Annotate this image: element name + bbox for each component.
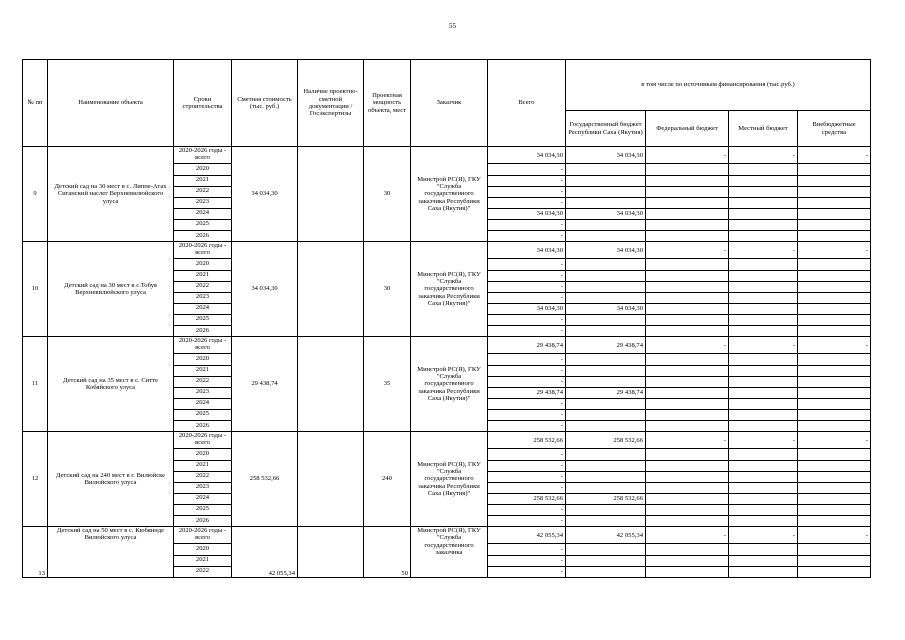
extrabudget-cell xyxy=(798,555,871,566)
state-budget-cell xyxy=(566,460,646,471)
period-cell: 2020-2026 годы - всего xyxy=(174,242,232,259)
header-num: № пп xyxy=(23,60,48,147)
extrabudget-cell xyxy=(798,270,871,281)
state-budget-cell xyxy=(566,175,646,186)
local-budget-cell xyxy=(729,314,798,325)
federal-budget-cell xyxy=(646,197,729,208)
federal-budget-cell xyxy=(646,566,729,577)
total-cell: - xyxy=(488,186,566,197)
state-budget-cell xyxy=(566,409,646,420)
federal-budget-cell xyxy=(646,515,729,526)
object-name: Детский сад на 35 мест в с. Ситте Кобяйского улуса xyxy=(48,337,174,432)
period-cell: 2020-2026 годы - всего xyxy=(174,432,232,449)
period-cell: 2020 xyxy=(174,354,232,365)
total-cell: 258 532,66 xyxy=(488,432,566,449)
total-cell: - xyxy=(488,325,566,336)
period-cell: 2022 xyxy=(174,471,232,482)
customer-cell: Минстрой РС(Я), ГКУ "Служба государственного заказчика Республики Саха (Якутия)" xyxy=(411,337,488,432)
extrabudget-cell xyxy=(798,197,871,208)
total-cell: 34 034,30 xyxy=(488,208,566,219)
total-cell: - xyxy=(488,164,566,175)
state-budget-cell xyxy=(566,515,646,526)
period-cell: 2025 xyxy=(174,409,232,420)
header-local-budget: Местный бюджет xyxy=(729,111,798,147)
period-cell: 2023 xyxy=(174,387,232,398)
local-budget-cell: - xyxy=(729,242,798,259)
design-docs-cell xyxy=(298,337,364,432)
total-cell: - xyxy=(488,449,566,460)
period-cell: 2023 xyxy=(174,482,232,493)
federal-budget-cell xyxy=(646,303,729,314)
federal-budget-cell xyxy=(646,555,729,566)
extrabudget-cell xyxy=(798,544,871,555)
period-cell: 2020-2026 годы - всего xyxy=(174,147,232,164)
total-cell: - xyxy=(488,460,566,471)
state-budget-cell: 29 438,74 xyxy=(566,337,646,354)
extrabudget-cell xyxy=(798,164,871,175)
local-budget-cell: - xyxy=(729,527,798,544)
header-design-docs: Наличие проектно-сметной документации /Госэкспертизы xyxy=(298,60,364,147)
period-cell: 2024 xyxy=(174,398,232,409)
total-cell: - xyxy=(488,175,566,186)
federal-budget-cell xyxy=(646,387,729,398)
total-cell: 29 438,74 xyxy=(488,387,566,398)
local-budget-cell xyxy=(729,376,798,387)
page-number: 55 xyxy=(449,22,456,30)
table-row xyxy=(23,147,871,164)
construction-objects-table xyxy=(22,59,871,578)
extrabudget-cell xyxy=(798,303,871,314)
federal-budget-cell xyxy=(646,270,729,281)
federal-budget-cell xyxy=(646,471,729,482)
state-budget-cell xyxy=(566,544,646,555)
local-budget-cell: - xyxy=(729,147,798,164)
header-capacity: Проектная мощность объекта, мест xyxy=(364,60,411,147)
period-cell: 2020-2026 годы - всего xyxy=(174,527,232,544)
state-budget-cell: 34 034,30 xyxy=(566,147,646,164)
federal-budget-cell xyxy=(646,420,729,431)
period-cell: 2020-2026 годы - всего xyxy=(174,337,232,354)
total-cell: - xyxy=(488,354,566,365)
object-name: Детский сад на 30 мест в с. Липпе-Атах Сиганский наслег Верхневилюйского улуса xyxy=(48,147,174,242)
table-row xyxy=(23,242,871,259)
design-docs-cell xyxy=(298,147,364,242)
period-cell: 2026 xyxy=(174,325,232,336)
state-budget-cell xyxy=(566,314,646,325)
period-cell: 2025 xyxy=(174,504,232,515)
federal-budget-cell xyxy=(646,460,729,471)
federal-budget-cell: - xyxy=(646,527,729,544)
extrabudget-cell xyxy=(798,208,871,219)
estimated-cost: 34 034,30 xyxy=(232,242,298,337)
federal-budget-cell xyxy=(646,230,729,241)
extrabudget-cell xyxy=(798,409,871,420)
federal-budget-cell xyxy=(646,493,729,504)
total-cell: 42 055,34 xyxy=(488,527,566,544)
total-cell: - xyxy=(488,314,566,325)
local-budget-cell xyxy=(729,219,798,230)
local-budget-cell xyxy=(729,303,798,314)
federal-budget-cell xyxy=(646,398,729,409)
extrabudget-cell xyxy=(798,175,871,186)
capacity-cell: 30 xyxy=(364,242,411,337)
object-name: Детский сад на 50 мест в с. Кюбяинде Вилюйского улуса xyxy=(48,527,174,578)
extrabudget-cell xyxy=(798,365,871,376)
local-budget-cell xyxy=(729,164,798,175)
period-cell: 2020 xyxy=(174,164,232,175)
total-cell: - xyxy=(488,281,566,292)
period-cell: 2020 xyxy=(174,259,232,270)
local-budget-cell xyxy=(729,292,798,303)
period-cell: 2026 xyxy=(174,420,232,431)
header-cost: Сметная стоимость (тыс. руб.) xyxy=(232,60,298,147)
design-docs-cell xyxy=(298,242,364,337)
total-cell: - xyxy=(488,566,566,577)
total-cell: - xyxy=(488,270,566,281)
extrabudget-cell xyxy=(798,376,871,387)
extrabudget-cell xyxy=(798,325,871,336)
total-cell: - xyxy=(488,482,566,493)
total-cell: - xyxy=(488,259,566,270)
total-cell: - xyxy=(488,219,566,230)
total-cell: - xyxy=(488,544,566,555)
period-cell: 2024 xyxy=(174,208,232,219)
extrabudget-cell xyxy=(798,354,871,365)
state-budget-cell xyxy=(566,376,646,387)
estimated-cost: 29 438,74 xyxy=(232,337,298,432)
period-cell: 2022 xyxy=(174,186,232,197)
local-budget-cell xyxy=(729,471,798,482)
extrabudget-cell xyxy=(798,219,871,230)
federal-budget-cell xyxy=(646,409,729,420)
extrabudget-cell xyxy=(798,186,871,197)
extrabudget-cell xyxy=(798,515,871,526)
local-budget-cell xyxy=(729,515,798,526)
extrabudget-cell xyxy=(798,230,871,241)
period-cell: 2024 xyxy=(174,493,232,504)
extrabudget-cell xyxy=(798,420,871,431)
total-cell: - xyxy=(488,398,566,409)
extrabudget-cell xyxy=(798,493,871,504)
state-budget-cell xyxy=(566,420,646,431)
table-body xyxy=(23,147,871,578)
period-cell: 2025 xyxy=(174,219,232,230)
local-budget-cell: - xyxy=(729,337,798,354)
local-budget-cell xyxy=(729,259,798,270)
object-number: 13 xyxy=(23,527,48,578)
extrabudget-cell xyxy=(798,398,871,409)
header-federal-budget: Федеральный бюджет xyxy=(646,111,729,147)
federal-budget-cell xyxy=(646,314,729,325)
local-budget-cell xyxy=(729,566,798,577)
local-budget-cell xyxy=(729,175,798,186)
header-name: Наименование объекта xyxy=(48,60,174,147)
header-extrabudget: Внебюджетные средства xyxy=(798,111,871,147)
federal-budget-cell xyxy=(646,208,729,219)
federal-budget-cell xyxy=(646,164,729,175)
total-cell: - xyxy=(488,365,566,376)
extrabudget-cell xyxy=(798,314,871,325)
object-number: 11 xyxy=(23,337,48,432)
period-cell: 2021 xyxy=(174,555,232,566)
federal-budget-cell xyxy=(646,175,729,186)
state-budget-cell: 34 034,30 xyxy=(566,242,646,259)
total-cell: - xyxy=(488,409,566,420)
object-number: 12 xyxy=(23,432,48,527)
local-budget-cell xyxy=(729,504,798,515)
local-budget-cell xyxy=(729,420,798,431)
state-budget-cell xyxy=(566,292,646,303)
federal-budget-cell xyxy=(646,292,729,303)
capacity-cell: 50 xyxy=(364,527,411,578)
state-budget-cell xyxy=(566,449,646,460)
total-cell: - xyxy=(488,292,566,303)
capacity-cell: 35 xyxy=(364,337,411,432)
customer-cell: Минстрой РС(Я), ГКУ "Служба государственного заказчика xyxy=(411,527,488,578)
extrabudget-cell xyxy=(798,281,871,292)
total-cell: 34 034,30 xyxy=(488,147,566,164)
total-cell: - xyxy=(488,420,566,431)
extrabudget-cell xyxy=(798,471,871,482)
local-budget-cell xyxy=(729,354,798,365)
state-budget-cell xyxy=(566,398,646,409)
extrabudget-cell xyxy=(798,482,871,493)
state-budget-cell xyxy=(566,354,646,365)
local-budget-cell xyxy=(729,482,798,493)
estimated-cost: 258 532,66 xyxy=(232,432,298,527)
extrabudget-cell xyxy=(798,292,871,303)
state-budget-cell xyxy=(566,471,646,482)
period-cell: 2023 xyxy=(174,292,232,303)
local-budget-cell xyxy=(729,325,798,336)
extrabudget-cell: - xyxy=(798,337,871,354)
federal-budget-cell xyxy=(646,354,729,365)
design-docs-cell xyxy=(298,432,364,527)
federal-budget-cell xyxy=(646,259,729,270)
state-budget-cell: 34 034,30 xyxy=(566,208,646,219)
local-budget-cell: - xyxy=(729,432,798,449)
extrabudget-cell xyxy=(798,566,871,577)
state-budget-cell xyxy=(566,325,646,336)
extrabudget-cell xyxy=(798,504,871,515)
header-financing-group: в том числе по источникам финансирования (тыс.руб.) xyxy=(566,60,871,111)
extrabudget-cell xyxy=(798,460,871,471)
local-budget-cell xyxy=(729,555,798,566)
capacity-cell: 30 xyxy=(364,147,411,242)
header-period: Сроки строительства xyxy=(174,60,232,147)
extrabudget-cell xyxy=(798,259,871,270)
state-budget-cell xyxy=(566,219,646,230)
state-budget-cell xyxy=(566,566,646,577)
local-budget-cell xyxy=(729,398,798,409)
federal-budget-cell xyxy=(646,544,729,555)
federal-budget-cell: - xyxy=(646,432,729,449)
state-budget-cell: 42 055,34 xyxy=(566,527,646,544)
local-budget-cell xyxy=(729,270,798,281)
federal-budget-cell xyxy=(646,449,729,460)
state-budget-cell xyxy=(566,270,646,281)
total-cell: 34 034,30 xyxy=(488,303,566,314)
period-cell: 2020 xyxy=(174,449,232,460)
extrabudget-cell xyxy=(798,387,871,398)
extrabudget-cell: - xyxy=(798,527,871,544)
federal-budget-cell xyxy=(646,325,729,336)
state-budget-cell xyxy=(566,555,646,566)
period-cell: 2022 xyxy=(174,566,232,577)
federal-budget-cell xyxy=(646,365,729,376)
period-cell: 2021 xyxy=(174,175,232,186)
period-cell: 2022 xyxy=(174,376,232,387)
local-budget-cell xyxy=(729,186,798,197)
local-budget-cell xyxy=(729,230,798,241)
local-budget-cell xyxy=(729,365,798,376)
period-cell: 2026 xyxy=(174,515,232,526)
extrabudget-cell: - xyxy=(798,242,871,259)
total-cell: 34 034,30 xyxy=(488,242,566,259)
extrabudget-cell: - xyxy=(798,432,871,449)
total-cell: - xyxy=(488,376,566,387)
state-budget-cell xyxy=(566,259,646,270)
state-budget-cell xyxy=(566,164,646,175)
state-budget-cell: 258 532,66 xyxy=(566,493,646,504)
total-cell: - xyxy=(488,471,566,482)
state-budget-cell xyxy=(566,482,646,493)
federal-budget-cell xyxy=(646,482,729,493)
state-budget-cell xyxy=(566,504,646,515)
local-budget-cell xyxy=(729,409,798,420)
state-budget-cell xyxy=(566,197,646,208)
local-budget-cell xyxy=(729,387,798,398)
table-row xyxy=(23,527,871,544)
federal-budget-cell xyxy=(646,376,729,387)
federal-budget-cell: - xyxy=(646,242,729,259)
period-cell: 2024 xyxy=(174,303,232,314)
period-cell: 2025 xyxy=(174,314,232,325)
state-budget-cell xyxy=(566,186,646,197)
extrabudget-cell: - xyxy=(798,147,871,164)
object-name: Детский сад на 240 мест в г. Вилюйске Вилюйского улуса xyxy=(48,432,174,527)
local-budget-cell xyxy=(729,460,798,471)
estimated-cost: 42 055,34 xyxy=(232,527,298,578)
period-cell: 2026 xyxy=(174,230,232,241)
local-budget-cell xyxy=(729,493,798,504)
state-budget-cell: 258 532,66 xyxy=(566,432,646,449)
capacity-cell: 240 xyxy=(364,432,411,527)
period-cell: 2020 xyxy=(174,544,232,555)
period-cell: 2021 xyxy=(174,460,232,471)
header-total: Всего xyxy=(488,60,566,147)
estimated-cost: 34 034,30 xyxy=(232,147,298,242)
federal-budget-cell xyxy=(646,504,729,515)
table-row xyxy=(23,337,871,354)
period-cell: 2022 xyxy=(174,281,232,292)
state-budget-cell xyxy=(566,230,646,241)
state-budget-cell xyxy=(566,281,646,292)
period-cell: 2023 xyxy=(174,197,232,208)
federal-budget-cell xyxy=(646,219,729,230)
total-cell: 258 532,66 xyxy=(488,493,566,504)
design-docs-cell xyxy=(298,527,364,578)
total-cell: 29 438,74 xyxy=(488,337,566,354)
period-cell: 2021 xyxy=(174,270,232,281)
header-customer: Заказчик xyxy=(411,60,488,147)
total-cell: - xyxy=(488,197,566,208)
total-cell: - xyxy=(488,515,566,526)
object-number: 9 xyxy=(23,147,48,242)
header-state-budget: Государственный бюджет Республики Саха (Якутия) xyxy=(566,111,646,147)
total-cell: - xyxy=(488,504,566,515)
extrabudget-cell xyxy=(798,449,871,460)
federal-budget-cell: - xyxy=(646,337,729,354)
local-budget-cell xyxy=(729,449,798,460)
local-budget-cell xyxy=(729,208,798,219)
state-budget-cell: 29 438,74 xyxy=(566,387,646,398)
local-budget-cell xyxy=(729,281,798,292)
customer-cell: Минстрой РС(Я), ГКУ "Служба государственного заказчика Республики Саха (Якутия)" xyxy=(411,242,488,337)
table-row xyxy=(23,432,871,449)
local-budget-cell xyxy=(729,197,798,208)
local-budget-cell xyxy=(729,544,798,555)
object-name: Детский сад на 30 мест в с.Тобуя Верхневилюйского улуса xyxy=(48,242,174,337)
federal-budget-cell xyxy=(646,281,729,292)
federal-budget-cell: - xyxy=(646,147,729,164)
state-budget-cell xyxy=(566,365,646,376)
customer-cell: Минстрой РС(Я), ГКУ "Служба государственного заказчика Республики Саха (Якутия)" xyxy=(411,432,488,527)
total-cell: - xyxy=(488,555,566,566)
period-cell: 2021 xyxy=(174,365,232,376)
federal-budget-cell xyxy=(646,186,729,197)
total-cell: - xyxy=(488,230,566,241)
customer-cell: Минстрой РС(Я), ГКУ "Служба государственного заказчика Республики Саха (Якутия)" xyxy=(411,147,488,242)
state-budget-cell: 34 034,30 xyxy=(566,303,646,314)
object-number: 10 xyxy=(23,242,48,337)
